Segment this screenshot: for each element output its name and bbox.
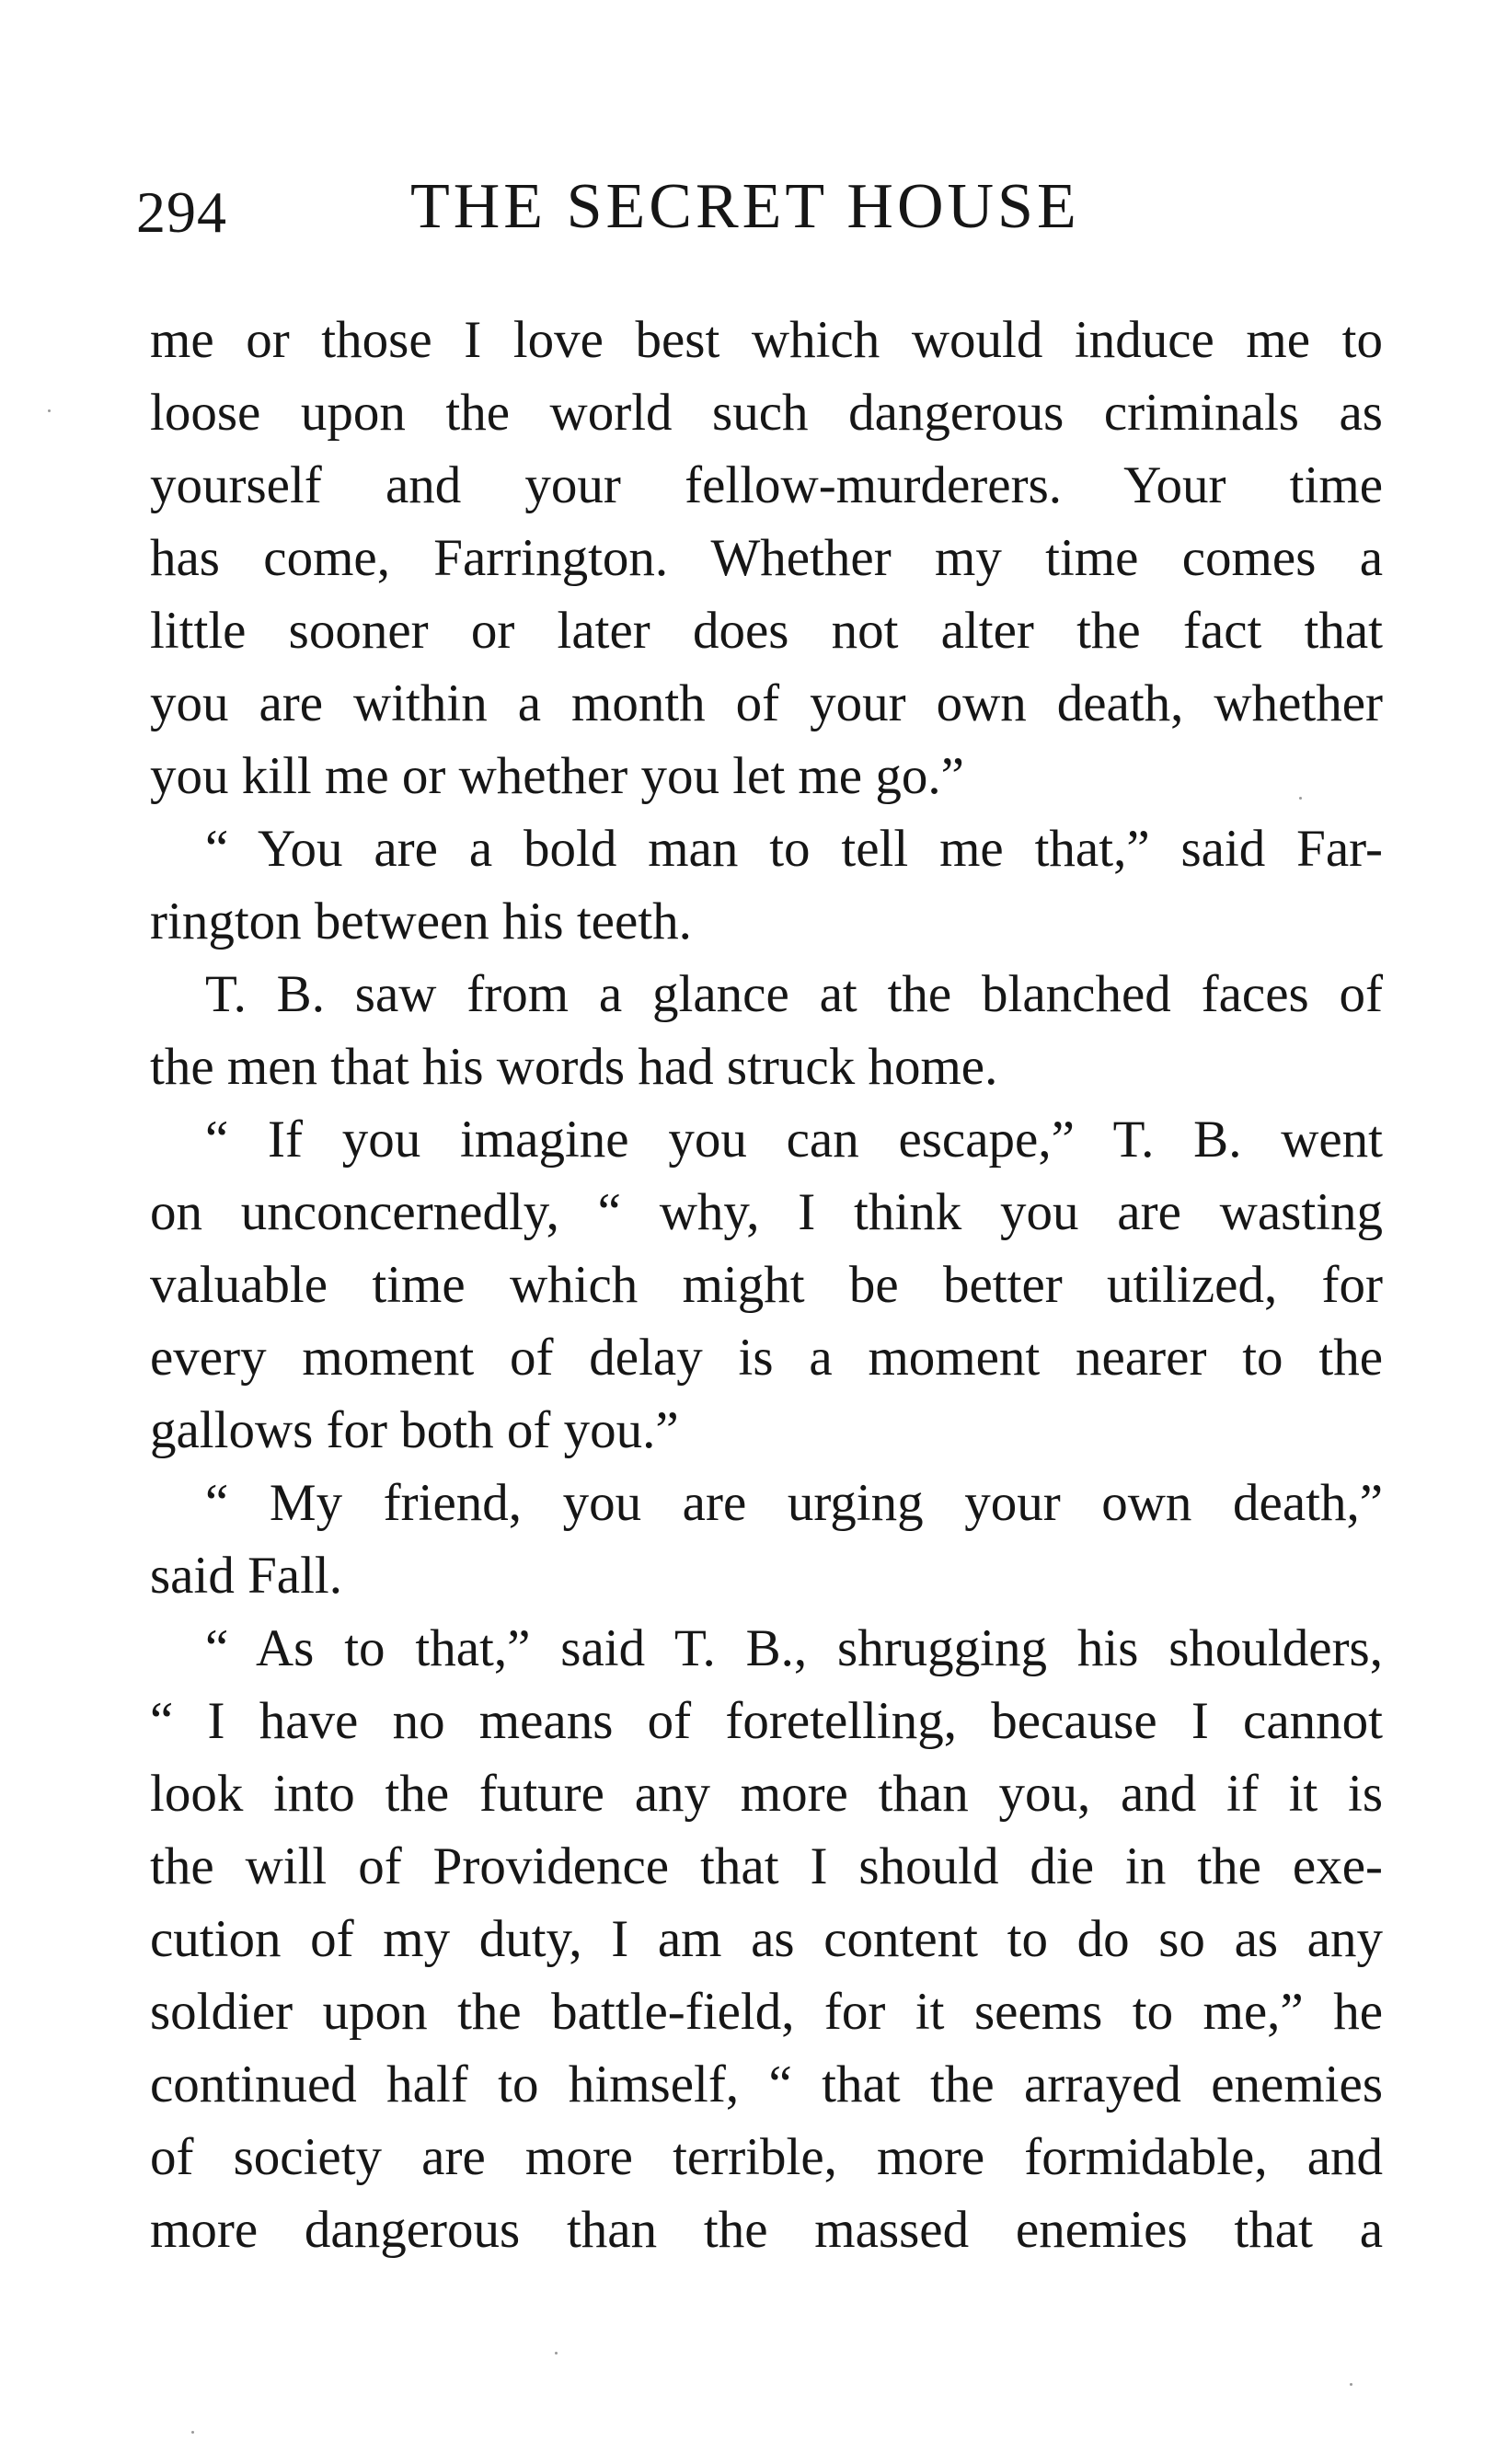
running-title: THE SECRET HOUSE	[410, 171, 1080, 242]
text-line: me or those I love best which would induce me to	[150, 311, 1383, 369]
text-line: the men that his words had struck home.	[150, 1038, 998, 1096]
text-line: said Fall.	[150, 1547, 342, 1605]
text-line: T. B. saw from a glance at the blanched faces of	[205, 965, 1383, 1023]
paper-speck	[48, 409, 51, 412]
paper-speck	[555, 2352, 558, 2355]
text-line: has come, Farrington. Whether my time comes a	[150, 529, 1383, 587]
text-line: continued half to himself, “ that the arrayed enemies	[150, 2055, 1383, 2113]
text-line: you kill me or whether you let me go.”	[150, 747, 964, 805]
paper-speck	[1350, 2383, 1352, 2386]
paper-speck	[1299, 797, 1302, 800]
running-head	[136, 170, 1424, 253]
text-line: the will of Providence that I should die in the exe-	[150, 1837, 1383, 1895]
text-line: gallows for both of you.”	[150, 1401, 679, 1459]
text-line: yourself and your fellow-murderers. Your time	[150, 456, 1383, 514]
text-line: “ I have no means of foretelling, because I cannot	[150, 1692, 1383, 1750]
text-line: you are within a month of your own death, whether	[150, 674, 1383, 732]
text-line: of society are more terrible, more formidable, and	[150, 2128, 1383, 2186]
text-line: on unconcernedly, “ why, I think you are wasting	[150, 1183, 1383, 1241]
text-line: cution of my duty, I am as content to do so as any	[150, 1910, 1383, 1968]
text-line: “ My friend, you are urging your own death,”	[205, 1474, 1383, 1532]
text-line: loose upon the world such dangerous criminals as	[150, 384, 1383, 442]
text-line: valuable time which might be better utilized, for	[150, 1256, 1383, 1314]
text-line: look into the future any more than you, and if it is	[150, 1765, 1383, 1823]
paper-speck	[191, 2431, 194, 2434]
text-line: soldier upon the battle-field, for it seems to me,” he	[150, 1983, 1383, 2041]
text-line: “ As to that,” said T. B., shrugging his shoulders,	[205, 1619, 1383, 1677]
body-text	[150, 304, 1383, 2266]
page-number: 294	[136, 179, 227, 245]
text-line: every moment of delay is a moment nearer to the	[150, 1329, 1383, 1387]
text-line: little sooner or later does not alter the fact that	[150, 602, 1383, 660]
text-line: “ You are a bold man to tell me that,” said Far-	[205, 820, 1383, 878]
text-line: more dangerous than the massed enemies that a	[150, 2201, 1383, 2259]
text-line: rington between his teeth.	[150, 892, 692, 950]
text-line: “ If you imagine you can escape,” T. B. went	[205, 1111, 1383, 1169]
